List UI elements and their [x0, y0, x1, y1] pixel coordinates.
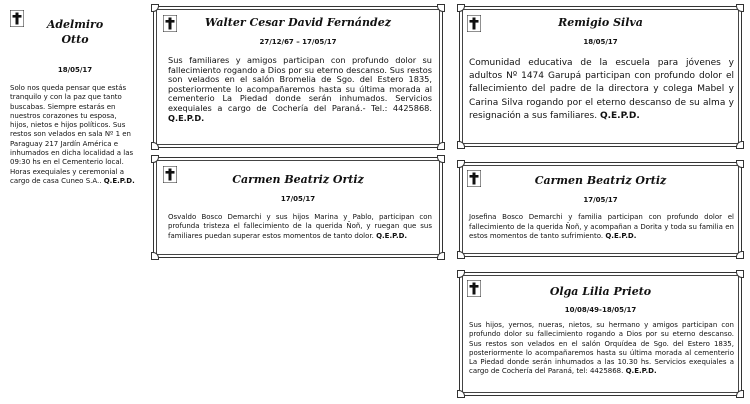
closing-qepd: Q.E.P.D. [625, 367, 657, 376]
notice-text: Osvaldo Bosco Demarchi y sus hijos Marina y Pablo, participan con profunda tristeza el fallecimiento de la querida Ñoñ, y ruegan que sus familiares puedan superar estos momentos de tanto dolor. Q.E.P.D. [168, 213, 432, 240]
notice-text: Sus familiares y amigos participan con profundo dolor su fallecimiento rogando a Dios por su eterno descanso. Sus restos son velados en el salón Bromelia de Sgo. del Estero 1835, posteriormente lo acompañaremos hasta su última morada al cementerio La Piedad donde serán inhumados. Servicios exequiales a cargo de Cochería del Paraná.- Tel.: 4425868. Q.E.P.D. [168, 55, 432, 123]
notice-remigio-silva [459, 6, 742, 147]
notice-text: Solo nos queda pensar que estás tranquilo y con la paz que tanto buscabas. Siempre estarás en nuestros corazones tu esposa, hijos, nietos e hijos políticos. Sus restos son velados en sala Nº 1 en Paraguay 217 Jardín América e inhumados en dicha localidad a las 09:30 hs en el Cementerio local. Horas exequiales y ceremonial a cargo de casa Cuneo S.A.. Q.E.P.D. [10, 84, 135, 185]
notice-name: Remigio Silva [558, 16, 643, 29]
notice-carmen-ortiz-1 [153, 157, 443, 258]
notice-name: Olga Lilia Prieto [549, 285, 652, 298]
notice-date: 27/12/67 – 17/05/17 [259, 38, 337, 46]
closing-qepd: Q.E.P.D. [599, 110, 640, 121]
notice-walter-fernandez [153, 6, 443, 148]
notice-text: Comunidad educativa de la escuela para jóvenes y adultos Nº 1474 Garupá participan con profundo dolor el fallecimiento del padre de la directora y colega Mabel y Carina Silva rogando por el eterno descanso de su alma y resignación a sus familiares. Q.E.P.D. [469, 58, 734, 121]
notice-olga-prieto [459, 272, 742, 396]
notice-date: 18/05/17 [57, 66, 93, 74]
closing-qepd: Q.E.P.D. [103, 176, 135, 185]
closing-qepd: Q.E.P.D. [605, 232, 637, 240]
notice-name: Adelmiro Otto [46, 18, 104, 46]
notice-name: Carmen Beatriz Ortiz [534, 174, 667, 187]
notice-name: Walter Cesar David Fernández [205, 16, 391, 29]
closing-qepd: Q.E.P.D. [376, 231, 408, 240]
notice-name: Carmen Beatriz Ortiz [232, 173, 364, 186]
notice-date: 17/05/17 [280, 195, 316, 203]
notice-date: 10/08/49-18/05/17 [564, 306, 637, 314]
notice-adelmiro-otto [6, 8, 144, 228]
notice-date: 18/05/17 [583, 38, 618, 46]
notice-text: Josefina Bosco Demarchi y familia participan con profundo dolor el fallecimiento de la querida Ñoñ, y acompañan a Dorita y toda su familia en estos momentos de tanto sufrimiento. Q.E.P.D. [469, 213, 734, 240]
notice-carmen-ortiz-2 [459, 162, 742, 257]
notice-text: Sus hijos, yernos, nueras, nietos, su hermano y amigos participan con profundo dolor su fallecimiento rogando a Dios por su eterno descanso. Sus restos son velados en el salón Orquídea de Sgo. del Estero 1835, posteriormente lo acompañaremos hasta su última morada al cementerio La Piedad donde serán inhumados a las 10.30 hs. Servicios exequiales a cargo de Cochería del Paraná, tel: 4425868. Q.E.P.D. [469, 321, 734, 376]
closing-qepd: Q.E.P.D. [168, 112, 205, 123]
notice-date: 17/05/17 [583, 196, 618, 204]
